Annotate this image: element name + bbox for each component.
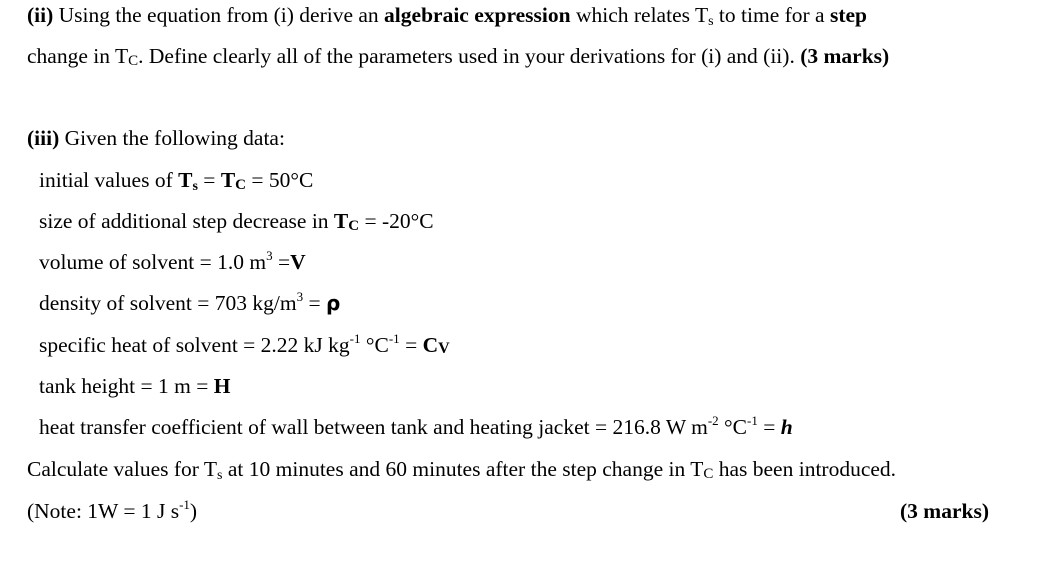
htc-prefix: heat transfer coefficient of wall between tank and heating jacket = 216.8 W m xyxy=(39,415,708,439)
data-heat-transfer-coefficient xyxy=(39,413,793,439)
tc-symbol: T xyxy=(220,168,236,192)
part-ii-text-2: which relates T xyxy=(570,3,709,27)
density-exp: 3 xyxy=(296,289,304,304)
specific-heat-exp1: -1 xyxy=(349,331,361,346)
calc-tc-sub: C xyxy=(703,466,714,482)
calc-text-1: Calculate values for T xyxy=(27,457,218,481)
tc-subscript: C xyxy=(128,53,139,69)
volume-eq: = xyxy=(272,250,291,274)
initial-prefix: initial values of xyxy=(39,168,179,192)
density-prefix: density of solvent = 703 kg/m xyxy=(39,291,297,315)
part-ii-bold-step: step xyxy=(829,3,868,27)
step-tc-symbol: T xyxy=(333,209,349,233)
height-prefix: tank height = 1 m = xyxy=(39,374,214,398)
part-ii-line2-text: change in T xyxy=(27,44,129,68)
htc-eq: = xyxy=(757,415,781,439)
part-iii-intro: Given the following data: xyxy=(59,126,285,150)
specific-heat-eq: = xyxy=(399,333,423,357)
part-iii-marks: (3 marks) xyxy=(900,499,989,523)
calc-text-3: has been introduced. xyxy=(713,457,897,481)
note-line xyxy=(27,497,198,523)
data-step-size xyxy=(39,211,434,233)
volume-prefix: volume of solvent = 1.0 m xyxy=(39,250,267,274)
data-density xyxy=(39,289,341,315)
cv-sub: V xyxy=(438,340,450,357)
step-prefix: size of additional step decrease in xyxy=(39,209,334,233)
note-close: ) xyxy=(189,499,198,523)
calculate-instruction xyxy=(27,459,896,481)
density-eq: = xyxy=(303,291,326,315)
part-ii-line2-rest: . Define clearly all of the parameters used in your derivations for (i) and (ii). xyxy=(138,44,801,68)
data-volume xyxy=(39,248,306,274)
tc-sub: C xyxy=(235,177,246,193)
step-tc-sub: C xyxy=(348,218,360,234)
density-symbol: ρ xyxy=(325,291,341,315)
volume-exp: 3 xyxy=(266,248,273,263)
part-ii-marks: (3 marks) xyxy=(800,44,890,68)
volume-symbol: V xyxy=(290,250,306,274)
htc-exp1: -2 xyxy=(707,413,719,428)
htc-symbol: h xyxy=(780,415,793,439)
initial-eq: = xyxy=(197,168,221,192)
part-ii-bold-algebraic: algebraic expression xyxy=(384,3,571,27)
step-value: = -20°C xyxy=(359,209,434,233)
part-ii-text: Using the equation from (i) derive an xyxy=(53,3,385,27)
specific-heat-prefix: specific heat of solvent = 2.22 kJ kg xyxy=(39,333,350,357)
htc-unit: °C xyxy=(718,415,747,439)
htc-exp2: -1 xyxy=(747,413,758,428)
part-iii-heading xyxy=(27,128,285,150)
note-text: (Note: 1W = 1 J s xyxy=(27,499,180,523)
ts-symbol: T xyxy=(178,168,193,192)
note-exp: -1 xyxy=(179,497,190,512)
part-ii-label: (ii) xyxy=(27,3,54,27)
specific-heat-unit: °C xyxy=(360,333,389,357)
data-tank-height xyxy=(39,376,230,398)
part-ii-text-3: to time for a xyxy=(713,3,830,27)
data-initial-values xyxy=(39,170,313,192)
height-symbol: H xyxy=(213,374,231,398)
ts-sub: s xyxy=(192,179,198,194)
ts-subscript: s xyxy=(708,14,714,29)
cv-symbol: C xyxy=(422,333,439,357)
initial-value: = 50°C xyxy=(246,168,314,192)
data-specific-heat xyxy=(39,331,450,357)
part-iii-label: (iii) xyxy=(27,126,60,150)
calc-text-2: at 10 minutes and 60 minutes after the step change in T xyxy=(222,457,704,481)
specific-heat-exp2: -1 xyxy=(388,331,400,346)
part-ii-line-1 xyxy=(27,5,867,27)
part-ii-line-2 xyxy=(27,46,889,68)
calc-ts-sub: s xyxy=(217,468,223,483)
